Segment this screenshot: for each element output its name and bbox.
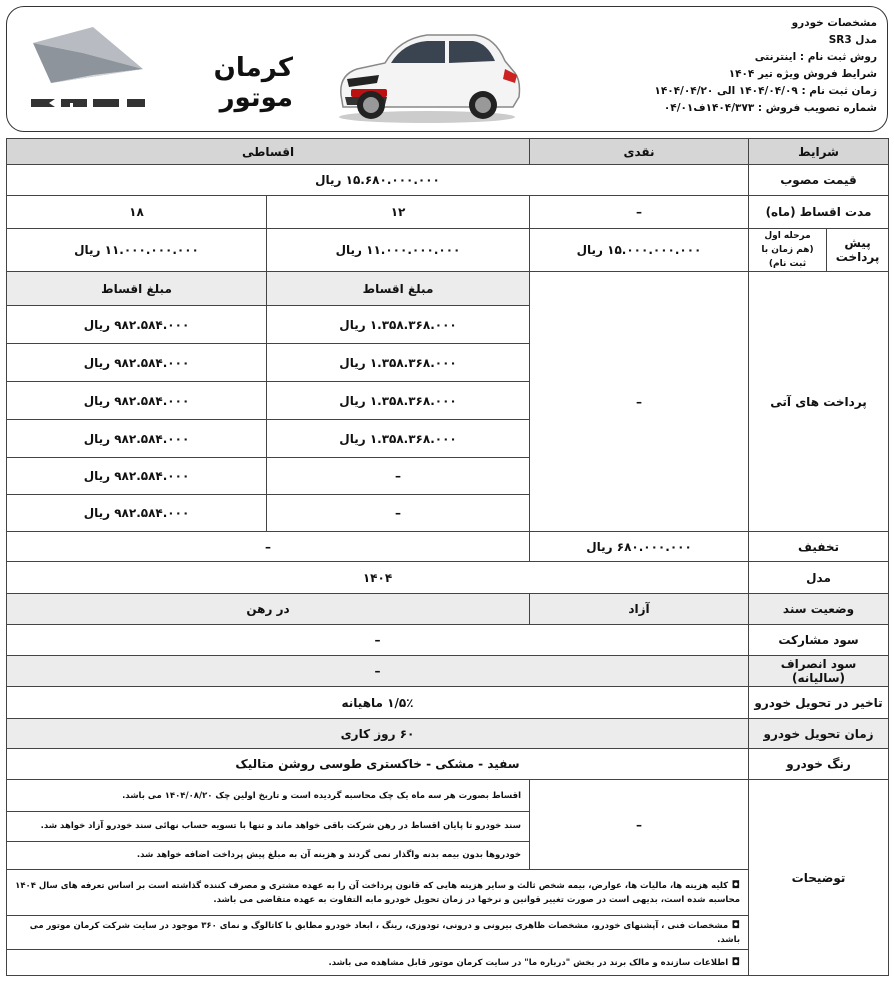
head-conditions: شرایط: [749, 139, 889, 165]
specs-registration-time: زمان ثبت نام : ۱۴۰۴/۰۴/۰۹ الی ۱۴۰۴/۰۴/۲۰: [654, 85, 877, 97]
specs-approval-number: شماره تصویب فروش : ۱۴۰۴/۳۷۳ف۰۴/۰۱: [663, 102, 877, 114]
model-row: [7, 562, 889, 594]
general-note-text: مشخصات فنی ، آپشنهای خودرو، مشخصات ظاهری بیرونی و درونی، تودوزی، رینگ ، ابعاد خودرو مطابق با کاتالوگ و نمای ۳۶۰ موجود در سایت شرکت کرمان موتور می باشد.: [29, 920, 741, 945]
kmc-emblem-icon: [23, 23, 153, 123]
installment-note: [7, 780, 530, 812]
kmc-wordmark: [31, 99, 145, 107]
notes-label: توضیحات: [749, 780, 889, 976]
delivery-time-value: ۶۰ روز کاری: [7, 719, 749, 749]
installment-period-row: [7, 196, 889, 229]
discount-cash: ۶۸۰.۰۰۰.۰۰۰ ریال: [530, 532, 749, 562]
future-payment-18: ۹۸۲.۵۸۴.۰۰۰ ریال: [7, 306, 267, 344]
brand-name: کرمان موتور: [213, 53, 293, 113]
participation-profit-value: –: [7, 625, 749, 656]
document-status-cash: آزاد: [530, 594, 749, 625]
specs-terms: شرایط فروش ویژه تیر ۱۴۰۴: [728, 68, 877, 80]
specs-title: مشخصات خودرو: [791, 17, 877, 29]
future-payment-12: ۱.۳۵۸.۳۶۸.۰۰۰ ریال: [267, 420, 530, 458]
general-note: [7, 916, 749, 950]
approved-price-label: قیمت مصوب: [749, 165, 889, 196]
delivery-time-row: [7, 719, 889, 749]
prepayment-label: پیش پرداخت: [827, 229, 889, 272]
general-note: [7, 950, 749, 976]
future-payment-18: ۹۸۲.۵۸۴.۰۰۰ ریال: [7, 382, 267, 420]
notes-cash: –: [530, 780, 749, 870]
future-payments-label: پرداخت های آتی: [749, 272, 889, 532]
specs-model: مدل SR3: [828, 34, 877, 46]
prepayment-row: [7, 229, 889, 272]
installment-note-text: سند خودرو تا پایان اقساط در رهن شرکت باقی خواهد ماند و تنها با تسویه حساب نهائی سند خودرو آزاد خواهد شد.: [40, 821, 522, 831]
future-payment-12: –: [267, 495, 530, 532]
approved-price-row: [7, 165, 889, 196]
prepayment-18: ۱۱.۰۰۰.۰۰۰.۰۰۰ ریال: [7, 229, 267, 272]
participation-profit-row: [7, 625, 889, 656]
installment-period-18: ۱۸: [7, 196, 267, 229]
discount-row: [7, 532, 889, 562]
cancellation-profit-row: [7, 656, 889, 687]
delivery-delay-label: تاخیر در تحویل خودرو: [749, 687, 889, 719]
future-payment-18: ۹۸۲.۵۸۴.۰۰۰ ریال: [7, 344, 267, 382]
delivery-time-label: زمان تحویل خودرو: [749, 719, 889, 749]
head-cash: نقدی: [530, 139, 749, 165]
model-value: ۱۴۰۴: [7, 562, 749, 594]
prepayment-12: ۱۱.۰۰۰.۰۰۰.۰۰۰ ریال: [267, 229, 530, 272]
future-payment-12: –: [267, 458, 530, 495]
delivery-delay-value: ۱/۵٪ ماهیانه: [7, 687, 749, 719]
future-payments-header-12: مبلغ اقساط: [267, 272, 530, 306]
discount-label: تخفیف: [749, 532, 889, 562]
future-payment-18: ۹۸۲.۵۸۴.۰۰۰ ریال: [7, 495, 267, 532]
bullet-icon: ◘: [728, 956, 741, 968]
car-image: [327, 17, 527, 127]
future-payments-header-row: [7, 272, 889, 306]
installment-note: [7, 812, 530, 842]
installment-note-text: خودروها بدون بیمه بدنه واگذار نمی گردند و هزینه آن به مبلغ پیش پرداخت اضافه خواهد شد.: [136, 850, 522, 860]
future-payment-18: ۹۸۲.۵۸۴.۰۰۰ ریال: [7, 458, 267, 495]
general-note-text: اطلاعات سازنده و مالک برند در بخش "درباره ما" در سایت کرمان موتور قابل مشاهده می باشد.: [328, 957, 729, 968]
delivery-delay-row: [7, 687, 889, 719]
installment-period-cash: –: [530, 196, 749, 229]
table-head-row: [7, 139, 889, 165]
color-value: سفید - مشکی - خاکستری طوسی روشن متالیک: [7, 749, 749, 780]
document-status-row: [7, 594, 889, 625]
price-table: [6, 138, 889, 976]
document-status-installment: در رهن: [7, 594, 530, 625]
bullet-icon: ◘: [728, 919, 741, 931]
future-payments-cash: –: [530, 272, 749, 532]
approved-price-value: ۱۵.۶۸۰.۰۰۰.۰۰۰ ریال: [7, 165, 749, 196]
color-row: [7, 749, 889, 780]
installment-note: [7, 842, 530, 870]
installment-period-12: ۱۲: [267, 196, 530, 229]
header-box: [6, 6, 888, 132]
prepayment-stage-sub: (هم زمان با ثبت نام): [761, 245, 814, 269]
discount-installment: –: [7, 532, 530, 562]
general-note: [7, 870, 749, 916]
cancellation-profit-label: سود انصراف (سالیانه): [749, 656, 889, 687]
future-payment-12: ۱.۳۵۸.۳۶۸.۰۰۰ ریال: [267, 344, 530, 382]
cancellation-profit-value: –: [7, 656, 749, 687]
future-payment-18: ۹۸۲.۵۸۴.۰۰۰ ریال: [7, 420, 267, 458]
participation-profit-label: سود مشارکت: [749, 625, 889, 656]
kmc-logo: [23, 23, 293, 123]
bullet-icon: ◘: [728, 879, 741, 891]
vehicle-specs: [627, 15, 877, 117]
installment-period-label: مدت اقساط (ماه): [749, 196, 889, 229]
document-status-label: وضعیت سند: [749, 594, 889, 625]
notes-row: [7, 780, 889, 812]
color-label: رنگ خودرو: [749, 749, 889, 780]
future-payments-header-18: مبلغ اقساط: [7, 272, 267, 306]
future-payment-12: ۱.۳۵۸.۳۶۸.۰۰۰ ریال: [267, 306, 530, 344]
general-note-text: کلیه هزینه ها، مالیات ها، عوارض، بیمه شخص ثالث و سایر هزینه هایی که قانون پرداخت آن را به عهده مشتری و مصرف کننده گذاشته است بر اساس تعرفه های سال ۱۴۰۴ محاسبه شده است، بدیهی است در صورت تغییر قوانین و نرخها در زمان تحویل خودرو مابه التفاوت به عهده متقاضی می باشد.: [15, 880, 741, 905]
prepayment-stage: [749, 229, 827, 272]
prepayment-cash: ۱۵.۰۰۰.۰۰۰.۰۰۰ ریال: [530, 229, 749, 272]
installment-note-text: اقساط بصورت هر سه ماه یک چک محاسبه گردیده است و تاریخ اولین چک ۱۴۰۴/۰۸/۲۰ می باشد.: [122, 790, 522, 801]
model-label: مدل: [749, 562, 889, 594]
future-payment-12: ۱.۳۵۸.۳۶۸.۰۰۰ ریال: [267, 382, 530, 420]
prepayment-stage-label: مرحله اول: [764, 231, 811, 241]
head-installment: اقساطی: [7, 139, 530, 165]
specs-registration-method: روش ثبت نام : اینترنتی: [754, 51, 877, 63]
